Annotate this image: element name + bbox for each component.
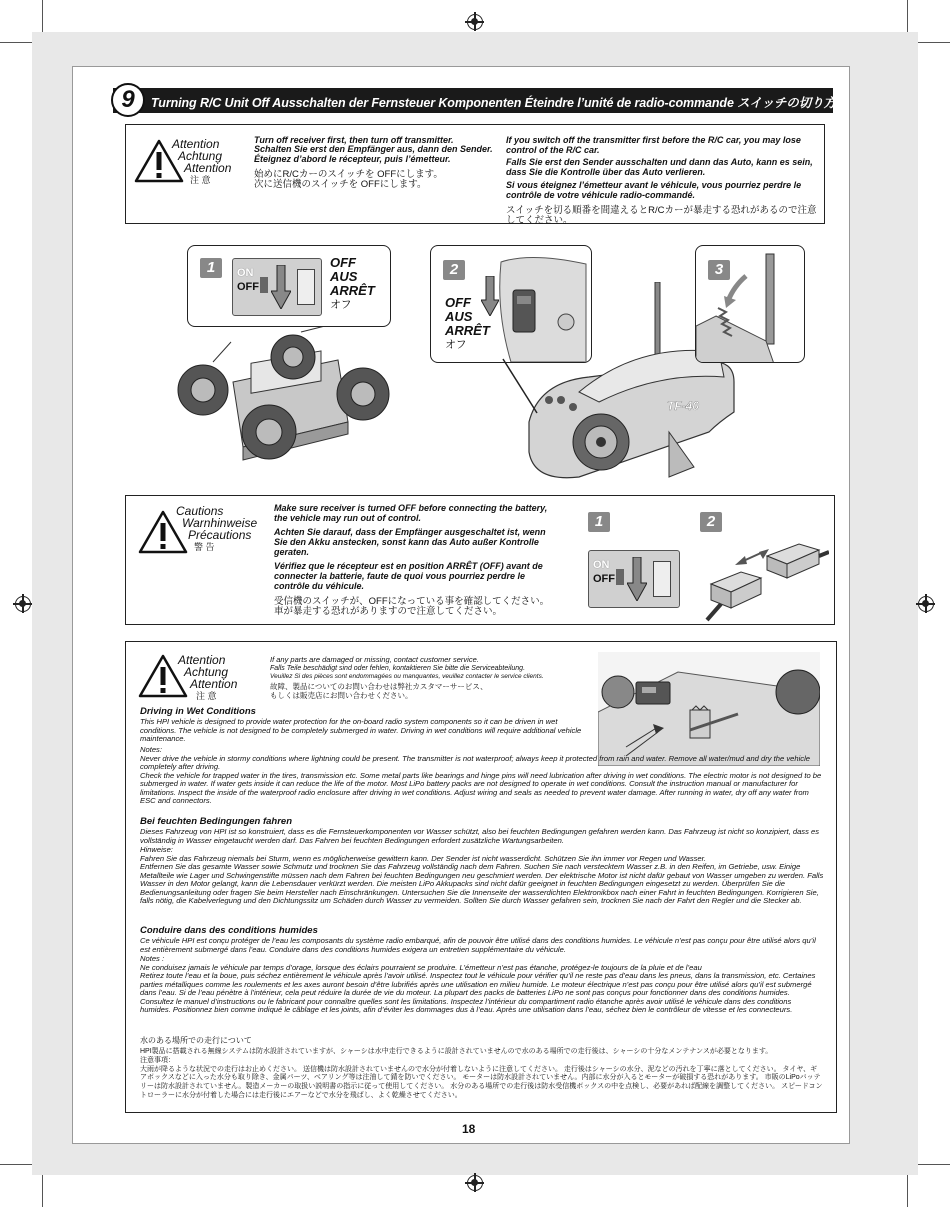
switch-slider (616, 569, 624, 585)
label-attention-de: Achtung (178, 149, 223, 163)
label-cautions-fr: Précautions (188, 528, 252, 542)
off-labels (330, 256, 375, 312)
panel-badge: 1 (200, 258, 222, 278)
transmitter-brand: TF-40 (667, 399, 700, 413)
cautions-jp: 受信機のスイッチが、OFFになっている事を確認してください。 車が暴走する恐れがありますので注意してください。 (274, 596, 550, 617)
cautions-fr: Vérifiez que le récepteur est en position ARRÊT (OFF) avant de connecter la batterie, faute de quoi vous pourriez perdre le contrôle du véhicule. (274, 561, 543, 591)
registration-mark-icon (467, 14, 483, 30)
en-notes-label: Notes: (140, 745, 162, 754)
off-label-fr: ARRÊT (330, 283, 375, 298)
label-attention-jp: 注 意 (190, 175, 211, 185)
registration-mark-icon (918, 596, 934, 612)
fr-notes-label: Notes : (140, 954, 165, 963)
off-label-jp: オフ (445, 339, 467, 351)
switch-off-label: OFF (593, 573, 615, 585)
step-panel-1 (187, 245, 391, 327)
fr-body (140, 937, 824, 1015)
wet-notice (270, 656, 590, 700)
switch-housing (297, 269, 315, 305)
panel-badge: 3 (708, 260, 730, 280)
attention-box (125, 124, 825, 224)
jp-heading: 水のある場所での走行について (140, 1036, 252, 1045)
fr-body-text: Ce véhicule HPI est conçu protéger de l’eau les composants du système radio embarqué, afin de pouvoir être utilisé dans des conditions humides. Le véhicule n’est pas conçu pour être utilisé alors qu’il est entièrement submergé dans l’eau. Conduire dans des conditions humides exigera un entretien supplémentaire du véhicule. (140, 936, 816, 954)
callout-line (501, 357, 541, 417)
crop-mark (907, 0, 908, 34)
wet-conditions-box (125, 641, 837, 1113)
cautions-box (125, 495, 835, 625)
attention-right-fr: Si vous éteignez l’émetteur avant le véhicule, vous pourriez perdre le contrôle de votre véhicule radio-commandé. (506, 180, 802, 200)
switch-slider (260, 277, 268, 293)
cautions-labels (176, 505, 257, 553)
label-cautions-en: Cautions (176, 504, 224, 518)
switch-off-label: OFF (237, 281, 259, 293)
off-label-de: AUS (330, 269, 358, 284)
jp-body: HPI製品に搭載される無線システムは防水設計されていますが、シャーシは水中走行できるように設計されていませんので水のある場所での走行後は、シャーシの十分なメンテナンスが必要となります。 注意事項： 大雨が降るような状況での走行はお止めください。 送信機は防水設計されていませんので水分が付着しないように注意してください。 走行後はシャーシの水分、泥などの汚れを丁寧に落としてください。 タイヤ、ギアボックスなどに入った水分も取り除き、金属パーツ、ベアリング等は注油して錆を防いでください。 モーターは防水設計されていません。内部に水分が入るとモーターが破損する恐れがあります。 市販のLiPoバッテリーは防水設計されていません。製造メーカーの取扱い説明書の指示に従って使用してください。 水分のある場所での走行後は防水受信機ボックスの中を点検し、必要があれば配線を調整してください。 スピードコントローラーに水分が付着した場合には走行後にエアーなどで水分を飛ばし、よく乾燥させてください。 (140, 1048, 823, 1099)
off-label-en: OFF (330, 255, 356, 270)
vehicle-chassis-illustration (173, 322, 403, 472)
down-arrow-icon (271, 265, 291, 309)
panel-badge: 2 (700, 512, 722, 532)
panel-badge: 1 (588, 512, 610, 532)
attention-left-jp: 始めにR/Cカーのスイッチを OFFにします。 次に送信機のスイッチを OFFにします。 (254, 169, 443, 190)
crop-mark (0, 42, 34, 43)
attention-labels (172, 138, 231, 186)
de-heading: Bei feuchten Bedingungen fahren (140, 816, 293, 827)
off-label-jp: オフ (330, 299, 352, 311)
switch-on-label: ON (237, 267, 254, 279)
en-body-text: This HPI vehicle is designed to provide water protection for the on-board radio system components so it can be driven in wet conditions. The vehicle is not designed to be completely submerged in water. Driving in wet conditions will require additional vehicle maintenance. (140, 717, 582, 743)
off-label-de: AUS (445, 309, 473, 324)
crop-mark (0, 1164, 34, 1165)
label-attention-en: Attention (172, 137, 220, 151)
label-cautions-jp: 警 告 (194, 542, 215, 552)
crop-mark (916, 42, 950, 43)
label-attention-fr: Attention (190, 677, 238, 691)
label-attention-jp: 注 意 (196, 691, 217, 701)
de-notes-label: Hinweise: (140, 845, 173, 854)
notice-fr: Veuillez Si des pièces sont endommagées ou manquantes, veuillez contacter le service clients. (270, 673, 544, 681)
en-heading: Driving in Wet Conditions (140, 706, 256, 717)
wet-attention-labels (178, 654, 237, 702)
attention-right-jp: スイッチを切る順番を間違えるとR/Cカーが暴走する恐れがあるので注意してください。 (506, 205, 817, 226)
off-labels (445, 296, 490, 352)
de-body (140, 828, 824, 906)
notice-de: Falls Teile beschädigt sind oder fehlen, kontaktieren Sie bitte die Serviceabteilung. (270, 664, 526, 672)
de-notes-text: Fahren Sie das Fahrzeug niemals bei Sturm, wenn es möglicherweise gewittern kann. Der Sender ist nicht wasserdicht. Schützen Sie ihn immer vor Regen und Wasser. Entfernen Sie das gesamte Wasser sowie Schmutz und trocknen Sie das Fahrzeug vollständig nach dem Fahren. Suchen Sie nach verstecktem Wasser z.B. in den Reifen, im Getriebe, usw. Einige Metallteile wie Lager und Schwingenstifte müssen nach dem Fahren bei feuchten Bedingungen neu geschmiert werden. Der elektrische Motor ist nicht dafür gebaut von Wasser umgeben zu werden. Falls Wasser in den Motor gelangt, kann die Lebensdauer verkürzt werden. Die meisten LiPo Akkupacks sind nicht dafür geeignet in feuchten Bedingungen eingesetzt zu werden. Überprüfen Sie die Bedienungsanleitung oder fragen Sie beim Hersteller nach Einschränkungen. Untersuchen Sie die Innenseite der wasserdichten Elektronikbox nach einer Fahrt in feuchten Bedingungen. Korrigieren Sie, falls nötig, die Kabelverlegung und den Dichtungssitz um Schäden durch Wasser zu vermeiden. Sollten Sie durch Wasser gefahren sein, trocknen Sie nach der Fahrt den Regler und die Stecker ab. (140, 853, 824, 905)
down-arrow-icon (627, 557, 647, 601)
registration-mark-icon (467, 1175, 483, 1191)
notice-jp: 故障、製品についてのお問い合わせは弊社カスタマーサービス、 もしくは販売店にお問い合わせください。 (270, 681, 488, 700)
crop-mark (916, 1164, 950, 1165)
cautions-en: Make sure receiver is turned OFF before connecting the battery, the vehicle may run out of control. (274, 503, 548, 523)
en-notes-text: Never drive the vehicle in stormy conditions where lightning could be present. The transmitter is not waterproof; always keep it protected from rain and water. Remove all water/mud and dry the vehicle completely after driving. Check the vehicle for trapped water in the tires, transmission etc. Some metal parts like bearings and hinge pins will need lubrication after driving in wet conditions. The electric motor is not designed to be submerged in water. If water gets inside it can reduce the life of the motor. Most LiPo battery packs are not designed to operate in wet conditions. Consult the instruction manual or manufacturer for limitations. Inspect the inside of the waterproof radio enclosure after driving in wet conditions. Adjust wiring and seals as needed to prevent water damage. After running in water, dry off any water from ESC and connectors. (140, 753, 822, 805)
page-number: 18 (462, 1122, 476, 1136)
fr-notes-text: Ne conduisez jamais le véhicule par temps d’orage, lorsque des éclairs pourraient se produire. L’émetteur n’est pas étanche, protégez-le toujours de la pluie et de l’eau Retirez toute l’eau et la boue, puis séchez entièrement le véhicule après l’avoir utilisé. Inspectez tout le véhicule pour vérifier qu’il ne reste pas d’eau dans les pneus, dans la transmission, etc. Certaines parties métalliques comme les roulements et les axes auront besoin d’être lubrifiés après une utilisation en milieu humide. Le moteur électrique n’est pas conçu pour être utilisé alors qu’il est submergé dans l’eau. Si de l’eau pénètre à l’intérieur, cela peut réduire la durée de vie du moteur. La plupart des packs de batteries LiPo ne sont pas conçus pour fonctionner dans des conditions humides. Consultez le manuel d’instructions ou le fabricant pour connaître quelles sont les limitations. Inspectez l’intérieur du compartiment radio étanche après avoir utilisé le véhicule dans des conditions humides. Positionnez bien comme indiqué le câblage et les joints, afin d’éviter les dommages dus à l’eau. Après une utilisation dans l’eau, séchez bien le contrôleur de vitesse et les connecteurs. (140, 962, 816, 1014)
off-label-en: OFF (445, 295, 471, 310)
attention-left-text: Turn off receiver first, then turn off transmitter. Schalten Sie erst den Empfänger aus, dann den Sender. Éteignez d’abord le récepteur, puis l’émetteur. (254, 135, 493, 164)
label-attention-fr: Attention (184, 161, 232, 175)
attention-right-en: If you switch off the transmitter first before the R/C car, you may lose control of the R/C car. (506, 135, 801, 155)
label-cautions-de: Warnhinweise (182, 516, 258, 530)
en-notes (140, 746, 824, 806)
de-body-text: Dieses Fahrzeug von HPI ist so konstruiert, dass es die Fernsteuerkomponenten vor Wasser schützt, also bei feuchten Bedingungen gefahren werden kann. Das Fahrzeug ist nicht so konzipiert, dass es vollständig in Wasser eingetaucht werden darf. Das Fahren bei feuchten Bedingungen erfordert zusätzliche Wartungsarbeiten. (140, 827, 820, 845)
attention-right-de: Falls Sie erst den Sender ausschalten und dann das Auto, kann es sein, dass Sie die Kontrolle über das Auto verlieren. (506, 157, 813, 177)
antenna-closeup (696, 246, 805, 363)
step-panel-3 (695, 245, 805, 363)
receiver-switch (588, 550, 680, 608)
crop-mark (907, 1173, 908, 1207)
cautions-de: Achten Sie darauf, dass der Empfänger ausgeschaltet ist, wenn Sie den Akku anstecken, sonst kann das Auto außer Kontrolle geraten. (274, 527, 546, 557)
notice-en: If any parts are damaged or missing, contact customer service. (270, 655, 479, 664)
crop-mark (42, 1173, 43, 1207)
manual-page (72, 66, 850, 1144)
switch-housing (653, 561, 671, 597)
illustration-area (143, 237, 823, 482)
crop-mark (42, 0, 43, 34)
en-body (140, 718, 584, 744)
label-attention-de: Achtung (184, 665, 229, 679)
step-number: 9 (111, 83, 145, 117)
battery-connector-illustration (701, 534, 829, 622)
label-attention-en: Attention (178, 653, 226, 667)
receiver-switch (232, 258, 322, 316)
panel-badge: 2 (443, 260, 465, 280)
step-title: Turning R/C Unit Off Ausschalten der Fernsteuer Komponenten Éteindre l’unité de radio-commande スイッチの切り方 (151, 96, 836, 110)
off-label-fr: ARRÊT (445, 323, 490, 338)
switch-on-label: ON (593, 559, 610, 571)
fr-heading: Conduire dans des conditions humides (140, 925, 318, 936)
registration-mark-icon (15, 596, 31, 612)
